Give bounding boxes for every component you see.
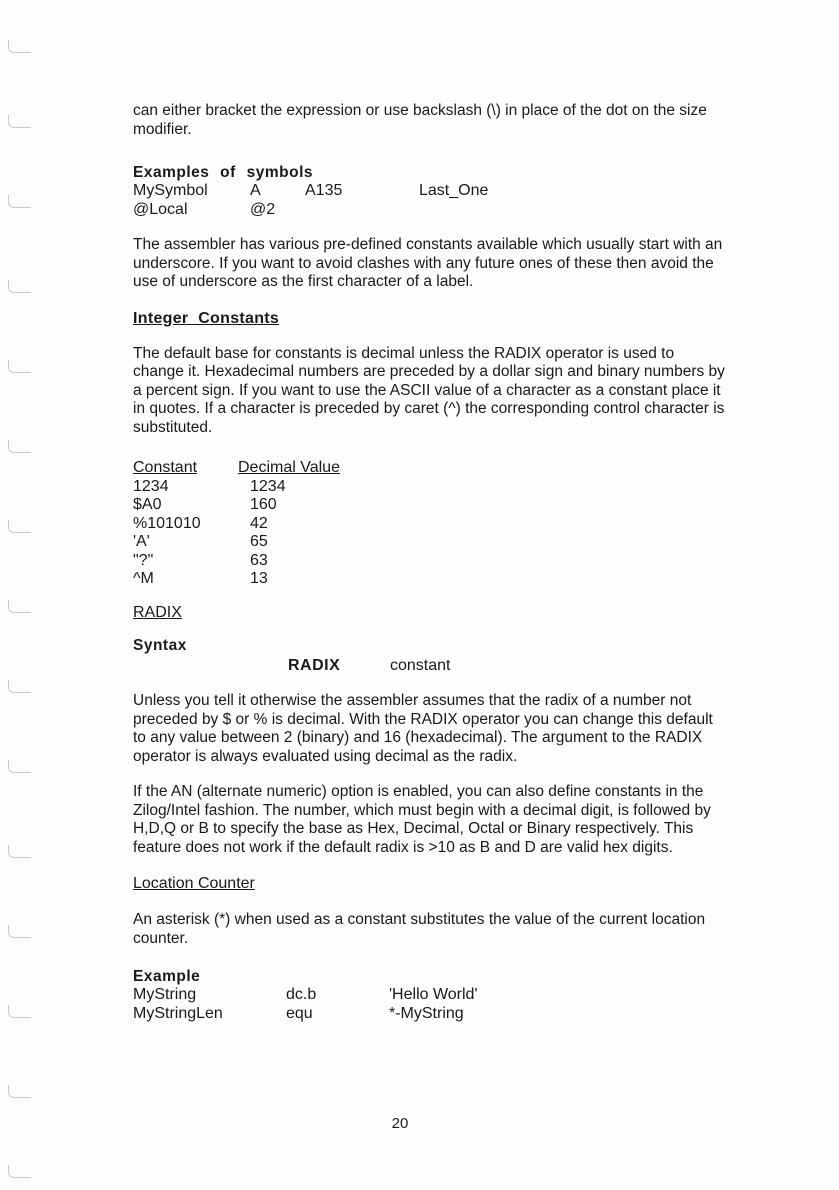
- symbol-cell: A135: [305, 182, 343, 199]
- radix-heading: RADIX: [133, 603, 182, 621]
- page-content: [133, 102, 733, 1023]
- integer-paragraph: The default base for constants is decimal unless the RADIX operator is used to change it. Hexadecimal numbers are preceded by a dollar sign and binary numbers by a percent sign. If you want to use the ASCII value of a character as a constant place it in quotes. If a character is preceded by caret (^) the corresponding control character is substituted.: [133, 344, 725, 436]
- table-cell: 'A': [133, 533, 150, 550]
- symbol-cell: @2: [250, 200, 276, 218]
- radix-paragraph-2: If the AN (alternate numeric) option is enabled, you can also define constants in the Zilog/Intel fashion. The number, which must begin with a decimal digit, is followed by H,D,Q or B to specify the base as Hex, Decimal, Octal or Binary respectively. This feature does not work if the default radix is >10 as B and D are valid hex digits.: [133, 783, 711, 856]
- symbols-heading: Examples of symbols: [133, 164, 314, 181]
- table-row: [133, 533, 733, 552]
- table-row: [133, 496, 733, 515]
- syntax-label: Syntax: [133, 636, 187, 654]
- table-cell: $A0: [133, 496, 162, 513]
- table-row: [133, 570, 733, 589]
- table-row: [133, 478, 733, 497]
- table-header-cell: Constant: [133, 459, 198, 476]
- radix-paragraph-1: Unless you tell it otherwise the assembler assumes that the radix of a number not preceded by $ or % is decimal. With the RADIX operator you can change this default to any value between 2 (binary) and 16 (hexadecimal). The argument to the RADIX operator is always evaluated using decimal as the radix.: [133, 692, 713, 765]
- table-cell: 42: [250, 514, 268, 532]
- table-cell: ^M: [133, 570, 154, 587]
- example-cell: dc.b: [286, 986, 317, 1003]
- example-cell: 'Hello World': [389, 986, 478, 1003]
- integer-constants-heading: Integer Constants: [133, 309, 280, 327]
- symbols-section: [133, 163, 733, 219]
- constants-table: [133, 459, 733, 589]
- table-cell: 1234: [250, 477, 286, 495]
- table-row: [133, 552, 733, 571]
- intro-paragraph: can either bracket the expression or use backslash (\) in place of the dot on the size modifier.: [133, 102, 707, 138]
- table-cell: 65: [250, 533, 268, 550]
- table-cell: "?": [133, 551, 154, 569]
- location-paragraph: An asterisk (*) when used as a constant substitutes the value of the current location counter.: [133, 911, 706, 947]
- example-row: [133, 986, 733, 1005]
- example-cell: *-MyString: [389, 1004, 464, 1022]
- example-cell: MyString: [133, 986, 197, 1003]
- symbol-cell: Last_One: [419, 182, 489, 199]
- page-number: 20: [391, 1115, 409, 1132]
- symbols-row: [133, 201, 733, 220]
- syntax-operator: RADIX: [288, 656, 341, 674]
- binding-marks: [0, 0, 40, 1190]
- syntax-line: [133, 657, 733, 676]
- symbol-cell: @Local: [133, 200, 188, 218]
- table-header-cell: Decimal Value: [238, 459, 340, 476]
- location-counter-heading: Location Counter: [133, 875, 255, 892]
- table-cell: 13: [250, 570, 268, 587]
- table-cell: 63: [250, 551, 268, 569]
- table-cell: 1234: [133, 477, 169, 495]
- table-cell: %101010: [133, 514, 201, 532]
- example-label: Example: [133, 968, 201, 985]
- symbol-cell: MySymbol: [133, 182, 208, 199]
- table-header: [133, 459, 733, 478]
- table-row: [133, 515, 733, 534]
- symbols-row: [133, 182, 733, 201]
- predefined-paragraph: The assembler has various pre-defined constants available which usually start with an underscore. If you want to avoid clashes with any future ones of these then avoid the use of underscore as the first character of a label.: [133, 236, 723, 290]
- example-row: [133, 1005, 733, 1024]
- table-cell: 160: [250, 496, 277, 513]
- example-cell: equ: [286, 1004, 313, 1022]
- example-cell: MyStringLen: [133, 1004, 223, 1022]
- syntax-argument: constant: [390, 656, 451, 674]
- symbol-cell: A: [250, 182, 261, 199]
